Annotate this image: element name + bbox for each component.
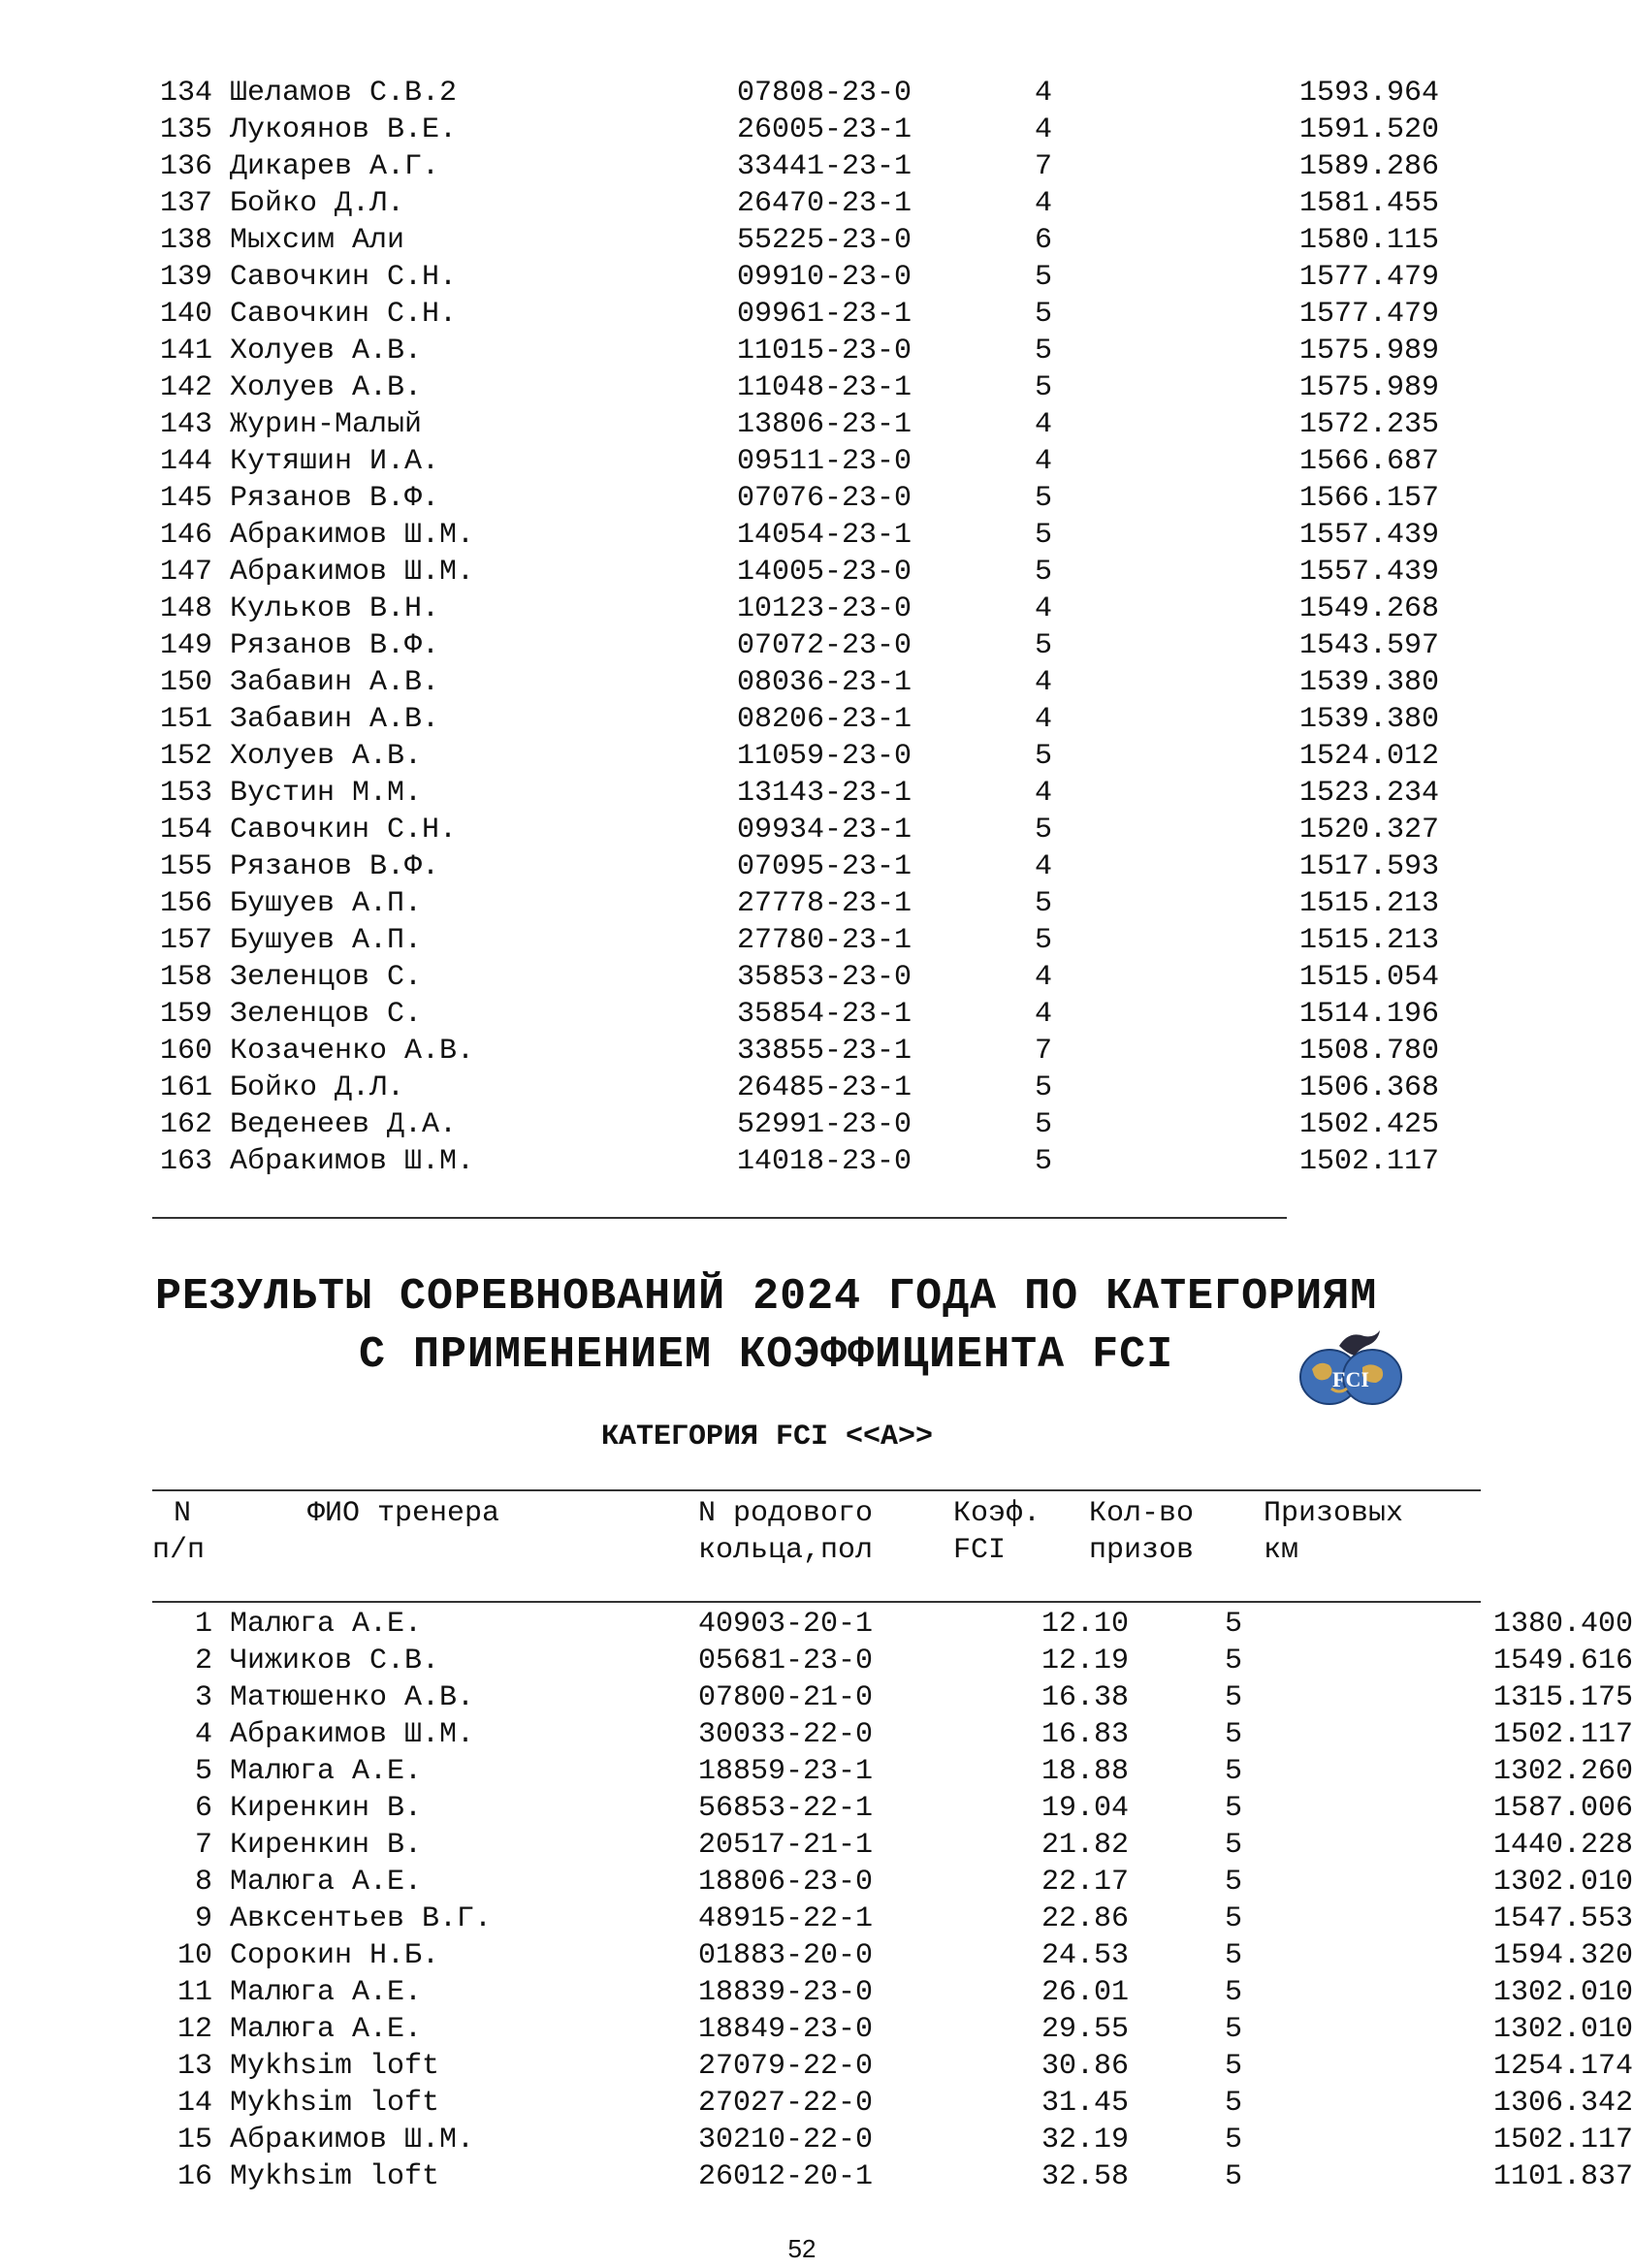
cell-name: Mykhsim loft xyxy=(230,2050,440,2083)
cell-prize-km: 1524.012 xyxy=(1298,740,1439,773)
cell-ring: 27780-23-1 xyxy=(737,924,913,957)
cell-ring: 14005-23-0 xyxy=(737,556,913,589)
cell-prize-count: 5 xyxy=(1034,629,1052,662)
cell-place: 14 xyxy=(176,2087,212,2120)
cell-name: Абракимов Ш.М. xyxy=(230,2124,475,2156)
cell-prize-count: 4 xyxy=(1034,850,1052,883)
cell-prize-km: 1549.268 xyxy=(1298,592,1439,625)
cell-prize-count: 4 xyxy=(1034,703,1052,736)
cell-prize-count: 4 xyxy=(1034,77,1052,110)
cell-place: 16 xyxy=(176,2160,212,2193)
cell-place: 11 xyxy=(176,1976,212,2009)
header-ring-2: кольца,пол xyxy=(698,1534,874,1567)
cell-place: 162 xyxy=(159,1108,212,1141)
cell-ring: 26470-23-1 xyxy=(737,187,913,220)
cell-prize-km: 1594.320 xyxy=(1492,1939,1633,1972)
cell-name: Савочкин С.Н. xyxy=(230,298,458,331)
cell-prize-count: 5 xyxy=(1224,1939,1242,1972)
cell-prize-count: 5 xyxy=(1034,814,1052,847)
cell-prize-km: 1520.327 xyxy=(1298,814,1439,847)
cell-prize-km: 1591.520 xyxy=(1298,113,1439,146)
cell-name: Холуев А.В. xyxy=(230,740,423,773)
cell-place: 158 xyxy=(159,961,212,994)
cell-place: 142 xyxy=(159,371,212,404)
cell-prize-km: 1315.175 xyxy=(1492,1681,1633,1714)
cell-prize-km: 1539.380 xyxy=(1298,703,1439,736)
cell-name: Кульков В.Н. xyxy=(230,592,440,625)
cell-coefficient: 26.01 xyxy=(1041,1976,1129,2009)
cell-prize-count: 4 xyxy=(1034,777,1052,810)
cell-prize-count: 7 xyxy=(1034,1035,1052,1068)
cell-prize-count: 4 xyxy=(1034,187,1052,220)
cell-name: Забавин А.В. xyxy=(230,703,440,736)
cell-ring: 18806-23-0 xyxy=(698,1866,874,1899)
cell-prize-km: 1557.439 xyxy=(1298,556,1439,589)
cell-name: Шеламов С.В.2 xyxy=(230,77,458,110)
cell-prize-count: 5 xyxy=(1034,740,1052,773)
cell-ring: 07095-23-1 xyxy=(737,850,913,883)
cell-prize-count: 5 xyxy=(1224,1866,1242,1899)
cell-prize-count: 5 xyxy=(1224,1681,1242,1714)
cell-name: Мыхсим Али xyxy=(230,224,405,257)
cell-place: 12 xyxy=(176,2013,212,2046)
page-number: 52 xyxy=(787,2234,816,2263)
table-header xyxy=(152,1495,1481,1592)
cell-prize-km: 1549.616 xyxy=(1492,1645,1633,1677)
cell-ring: 26005-23-1 xyxy=(737,113,913,146)
cell-ring: 07072-23-0 xyxy=(737,629,913,662)
fci-globe-pigeon-logo xyxy=(1293,1328,1409,1408)
cell-place: 10 xyxy=(176,1939,212,1972)
cell-place: 13 xyxy=(176,2050,212,2083)
cell-place: 163 xyxy=(159,1145,212,1178)
cell-coefficient: 32.19 xyxy=(1041,2124,1129,2156)
cell-prize-count: 4 xyxy=(1034,592,1052,625)
cell-prize-km: 1557.439 xyxy=(1298,519,1439,552)
cell-prize-count: 5 xyxy=(1034,335,1052,367)
cell-prize-count: 5 xyxy=(1034,371,1052,404)
cell-name: Малюга А.Е. xyxy=(230,1866,423,1899)
cell-prize-km: 1306.342 xyxy=(1492,2087,1633,2120)
cell-coefficient: 31.45 xyxy=(1041,2087,1129,2120)
cell-ring: 11015-23-0 xyxy=(737,335,913,367)
cell-prize-km: 1440.228 xyxy=(1492,1829,1633,1862)
cell-prize-km: 1514.196 xyxy=(1298,998,1439,1031)
cell-coefficient: 22.86 xyxy=(1041,1902,1129,1935)
cell-ring: 18849-23-0 xyxy=(698,2013,874,2046)
table-bottom-rule xyxy=(152,1217,1287,1219)
cell-place: 154 xyxy=(159,814,212,847)
cell-prize-km: 1589.286 xyxy=(1298,150,1439,183)
cell-coefficient: 30.86 xyxy=(1041,2050,1129,2083)
cell-prize-km: 1566.157 xyxy=(1298,482,1439,515)
header-name: ФИО тренера xyxy=(307,1497,500,1530)
cell-coefficient: 12.10 xyxy=(1041,1608,1129,1641)
cell-prize-km: 1581.455 xyxy=(1298,187,1439,220)
cell-place: 147 xyxy=(159,556,212,589)
cell-ring: 27027-22-0 xyxy=(698,2087,874,2120)
cell-place: 5 xyxy=(194,1755,212,1788)
section-title-line1: РЕЗУЛЬТЫ СОРЕВНОВАНИЙ 2024 ГОДА ПО КАТЕГОРИЯМ xyxy=(155,1272,1378,1322)
cell-prize-km: 1380.400 xyxy=(1492,1608,1633,1641)
cell-prize-km: 1580.115 xyxy=(1298,224,1439,257)
cell-name: Малюга А.Е. xyxy=(230,1755,423,1788)
cell-place: 9 xyxy=(194,1902,212,1935)
cell-ring: 30033-22-0 xyxy=(698,1718,874,1751)
cell-name: Зеленцов С. xyxy=(230,961,423,994)
cell-place: 145 xyxy=(159,482,212,515)
header-coef-2: FCI xyxy=(953,1534,1007,1567)
header-km-2: км xyxy=(1264,1534,1299,1567)
cell-place: 2 xyxy=(194,1645,212,1677)
cell-ring: 08036-23-1 xyxy=(737,666,913,699)
cell-place: 4 xyxy=(194,1718,212,1751)
cell-prize-km: 1593.964 xyxy=(1298,77,1439,110)
cell-coefficient: 18.88 xyxy=(1041,1755,1129,1788)
cell-prize-count: 5 xyxy=(1224,1718,1242,1751)
cell-place: 138 xyxy=(159,224,212,257)
cell-place: 155 xyxy=(159,850,212,883)
header-num-1: N xyxy=(174,1497,192,1530)
cell-coefficient: 16.83 xyxy=(1041,1718,1129,1751)
cell-name: Киренкин В. xyxy=(230,1829,423,1862)
cell-place: 3 xyxy=(194,1681,212,1714)
section-title-line2: С ПРИМЕНЕНИЕМ КОЭФФИЦИЕНТА FCI xyxy=(359,1330,1174,1380)
cell-prize-count: 5 xyxy=(1224,1902,1242,1935)
cell-place: 139 xyxy=(159,261,212,294)
cell-ring: 26485-23-1 xyxy=(737,1071,913,1104)
cell-place: 135 xyxy=(159,113,212,146)
cell-name: Веденеев Д.А. xyxy=(230,1108,458,1141)
cell-name: Авксентьев В.Г. xyxy=(230,1902,493,1935)
cell-name: Савочкин С.Н. xyxy=(230,261,458,294)
cell-name: Малюга А.Е. xyxy=(230,1608,423,1641)
cell-coefficient: 29.55 xyxy=(1041,2013,1129,2046)
cell-prize-count: 5 xyxy=(1224,1829,1242,1862)
cell-prize-km: 1101.837 xyxy=(1492,2160,1633,2193)
cell-name: Бойко Д.Л. xyxy=(230,1071,405,1104)
cell-name: Холуев А.В. xyxy=(230,371,423,404)
cell-ring: 13143-23-1 xyxy=(737,777,913,810)
cell-prize-km: 1577.479 xyxy=(1298,261,1439,294)
cell-place: 148 xyxy=(159,592,212,625)
cell-place: 140 xyxy=(159,298,212,331)
cell-prize-km: 1575.989 xyxy=(1298,335,1439,367)
cell-prize-count: 5 xyxy=(1034,519,1052,552)
cell-name: Журин-Малый xyxy=(230,408,423,441)
cell-ring: 33441-23-1 xyxy=(737,150,913,183)
cell-ring: 07800-21-0 xyxy=(698,1681,874,1714)
cell-place: 149 xyxy=(159,629,212,662)
cell-coefficient: 19.04 xyxy=(1041,1792,1129,1825)
cell-ring: 55225-23-0 xyxy=(737,224,913,257)
cell-place: 160 xyxy=(159,1035,212,1068)
cell-place: 146 xyxy=(159,519,212,552)
cell-name: Бойко Д.Л. xyxy=(230,187,405,220)
cell-ring: 09961-23-1 xyxy=(737,298,913,331)
cell-prize-count: 4 xyxy=(1034,408,1052,441)
cell-name: Сорокин Н.Б. xyxy=(230,1939,440,1972)
cell-place: 161 xyxy=(159,1071,212,1104)
cell-prize-km: 1587.006 xyxy=(1492,1792,1633,1825)
cell-place: 157 xyxy=(159,924,212,957)
cell-place: 143 xyxy=(159,408,212,441)
cell-name: Киренкин В. xyxy=(230,1792,423,1825)
cell-name: Mykhsim loft xyxy=(230,2160,440,2193)
cell-prize-count: 4 xyxy=(1034,445,1052,478)
cell-name: Рязанов В.Ф. xyxy=(230,850,440,883)
cell-prize-km: 1547.553 xyxy=(1492,1902,1633,1935)
cell-prize-km: 1577.479 xyxy=(1298,298,1439,331)
cell-prize-km: 1302.260 xyxy=(1492,1755,1633,1788)
cell-ring: 18839-23-0 xyxy=(698,1976,874,2009)
cell-prize-count: 5 xyxy=(1034,1108,1052,1141)
cell-name: Холуев А.В. xyxy=(230,335,423,367)
cell-ring: 11059-23-0 xyxy=(737,740,913,773)
table-header-rule-bottom xyxy=(152,1601,1481,1603)
cell-ring: 05681-23-0 xyxy=(698,1645,874,1677)
cell-name: Дикарев А.Г. xyxy=(230,150,440,183)
cell-place: 141 xyxy=(159,335,212,367)
cell-ring: 07076-23-0 xyxy=(737,482,913,515)
cell-place: 156 xyxy=(159,887,212,920)
cell-ring: 33855-23-1 xyxy=(737,1035,913,1068)
cell-prize-count: 4 xyxy=(1034,998,1052,1031)
cell-prize-count: 5 xyxy=(1034,482,1052,515)
cell-prize-km: 1543.597 xyxy=(1298,629,1439,662)
cell-place: 152 xyxy=(159,740,212,773)
cell-prize-count: 5 xyxy=(1034,887,1052,920)
cell-prize-km: 1508.780 xyxy=(1298,1035,1439,1068)
cell-prize-km: 1523.234 xyxy=(1298,777,1439,810)
cell-prize-km: 1506.368 xyxy=(1298,1071,1439,1104)
cell-name: Абракимов Ш.М. xyxy=(230,1718,475,1751)
cell-ring: 48915-22-1 xyxy=(698,1902,874,1935)
cell-prize-count: 5 xyxy=(1224,1645,1242,1677)
cell-prize-count: 5 xyxy=(1224,1792,1242,1825)
cell-prize-km: 1572.235 xyxy=(1298,408,1439,441)
cell-prize-km: 1302.010 xyxy=(1492,2013,1633,2046)
cell-name: Чижиков С.В. xyxy=(230,1645,440,1677)
logo-letters: FCI xyxy=(1332,1367,1369,1391)
cell-place: 153 xyxy=(159,777,212,810)
cell-name: Лукоянов В.Е. xyxy=(230,113,458,146)
header-num-2: п/п xyxy=(152,1534,206,1567)
cell-prize-km: 1502.117 xyxy=(1492,1718,1633,1751)
cell-name: Mykhsim loft xyxy=(230,2087,440,2120)
cell-name: Абракимов Ш.М. xyxy=(230,1145,475,1178)
cell-ring: 09910-23-0 xyxy=(737,261,913,294)
cell-place: 151 xyxy=(159,703,212,736)
cell-ring: 30210-22-0 xyxy=(698,2124,874,2156)
cell-place: 137 xyxy=(159,187,212,220)
cell-name: Рязанов В.Ф. xyxy=(230,482,440,515)
cell-name: Абракимов Ш.М. xyxy=(230,556,475,589)
cell-prize-count: 4 xyxy=(1034,113,1052,146)
cell-place: 134 xyxy=(159,77,212,110)
cell-ring: 35853-23-0 xyxy=(737,961,913,994)
cell-place: 150 xyxy=(159,666,212,699)
cell-prize-km: 1515.213 xyxy=(1298,887,1439,920)
cell-prize-km: 1517.593 xyxy=(1298,850,1439,883)
cell-prize-km: 1515.054 xyxy=(1298,961,1439,994)
cell-coefficient: 16.38 xyxy=(1041,1681,1129,1714)
header-ring-1: N родового xyxy=(698,1497,874,1530)
cell-ring: 40903-20-1 xyxy=(698,1608,874,1641)
cell-ring: 14018-23-0 xyxy=(737,1145,913,1178)
cell-prize-count: 5 xyxy=(1224,1755,1242,1788)
cell-name: Забавин А.В. xyxy=(230,666,440,699)
cell-ring: 56853-22-1 xyxy=(698,1792,874,1825)
cell-ring: 18859-23-1 xyxy=(698,1755,874,1788)
cell-prize-count: 5 xyxy=(1224,2124,1242,2156)
cell-name: Бушуев А.П. xyxy=(230,924,423,957)
cell-place: 136 xyxy=(159,150,212,183)
cell-prize-count: 5 xyxy=(1224,2087,1242,2120)
cell-ring: 09934-23-1 xyxy=(737,814,913,847)
cell-prize-km: 1566.687 xyxy=(1298,445,1439,478)
cell-place: 15 xyxy=(176,2124,212,2156)
cell-ring: 52991-23-0 xyxy=(737,1108,913,1141)
cell-prize-count: 6 xyxy=(1034,224,1052,257)
cell-place: 8 xyxy=(194,1866,212,1899)
cell-place: 159 xyxy=(159,998,212,1031)
cell-coefficient: 32.58 xyxy=(1041,2160,1129,2193)
cell-place: 144 xyxy=(159,445,212,478)
category-title: КАТЕГОРИЯ FCI <<A>> xyxy=(601,1421,934,1453)
cell-prize-km: 1575.989 xyxy=(1298,371,1439,404)
cell-name: Рязанов В.Ф. xyxy=(230,629,440,662)
cell-ring: 09511-23-0 xyxy=(737,445,913,478)
cell-ring: 10123-23-0 xyxy=(737,592,913,625)
header-count-2: призов xyxy=(1089,1534,1195,1567)
cell-prize-count: 5 xyxy=(1224,2160,1242,2193)
cell-ring: 27079-22-0 xyxy=(698,2050,874,2083)
cell-prize-count: 5 xyxy=(1034,556,1052,589)
cell-prize-count: 5 xyxy=(1224,2013,1242,2046)
cell-name: Кутяшин И.А. xyxy=(230,445,440,478)
cell-name: Малюга А.Е. xyxy=(230,1976,423,2009)
cell-prize-count: 5 xyxy=(1034,261,1052,294)
cell-prize-count: 7 xyxy=(1034,150,1052,183)
cell-name: Савочкин С.Н. xyxy=(230,814,458,847)
cell-prize-km: 1539.380 xyxy=(1298,666,1439,699)
cell-ring: 14054-23-1 xyxy=(737,519,913,552)
cell-prize-km: 1502.117 xyxy=(1492,2124,1633,2156)
cell-ring: 20517-21-1 xyxy=(698,1829,874,1862)
cell-name: Бушуев А.П. xyxy=(230,887,423,920)
cell-ring: 13806-23-1 xyxy=(737,408,913,441)
cell-name: Абракимов Ш.М. xyxy=(230,519,475,552)
cell-name: Матюшенко А.В. xyxy=(230,1681,475,1714)
cell-prize-count: 5 xyxy=(1034,298,1052,331)
cell-prize-count: 4 xyxy=(1034,666,1052,699)
cell-prize-count: 4 xyxy=(1034,961,1052,994)
cell-coefficient: 24.53 xyxy=(1041,1939,1129,1972)
header-coef-1: Коэф. xyxy=(953,1497,1041,1530)
table-header-rule-top xyxy=(152,1489,1481,1491)
cell-ring: 07808-23-0 xyxy=(737,77,913,110)
cell-prize-count: 5 xyxy=(1034,1071,1052,1104)
cell-ring: 01883-20-0 xyxy=(698,1939,874,1972)
header-km-1: Призовых xyxy=(1264,1497,1404,1530)
cell-prize-count: 5 xyxy=(1224,1608,1242,1641)
cell-prize-km: 1302.010 xyxy=(1492,1976,1633,2009)
cell-place: 6 xyxy=(194,1792,212,1825)
cell-ring: 35854-23-1 xyxy=(737,998,913,1031)
cell-prize-km: 1502.425 xyxy=(1298,1108,1439,1141)
cell-place: 1 xyxy=(194,1608,212,1641)
cell-place: 7 xyxy=(194,1829,212,1862)
cell-ring: 08206-23-1 xyxy=(737,703,913,736)
cell-prize-count: 5 xyxy=(1224,1976,1242,2009)
cell-prize-count: 5 xyxy=(1034,1145,1052,1178)
cell-prize-count: 5 xyxy=(1034,924,1052,957)
cell-prize-km: 1302.010 xyxy=(1492,1866,1633,1899)
cell-coefficient: 22.17 xyxy=(1041,1866,1129,1899)
header-count-1: Кол-во xyxy=(1089,1497,1195,1530)
cell-coefficient: 12.19 xyxy=(1041,1645,1129,1677)
cell-prize-km: 1254.174 xyxy=(1492,2050,1633,2083)
cell-prize-km: 1515.213 xyxy=(1298,924,1439,957)
cell-prize-count: 5 xyxy=(1224,2050,1242,2083)
cell-name: Вустин М.М. xyxy=(230,777,423,810)
cell-name: Зеленцов С. xyxy=(230,998,423,1031)
cell-ring: 26012-20-1 xyxy=(698,2160,874,2193)
cell-ring: 27778-23-1 xyxy=(737,887,913,920)
cell-name: Козаченко А.В. xyxy=(230,1035,475,1068)
cell-name: Малюга А.Е. xyxy=(230,2013,423,2046)
cell-ring: 11048-23-1 xyxy=(737,371,913,404)
cell-coefficient: 21.82 xyxy=(1041,1829,1129,1862)
cell-prize-km: 1502.117 xyxy=(1298,1145,1439,1178)
